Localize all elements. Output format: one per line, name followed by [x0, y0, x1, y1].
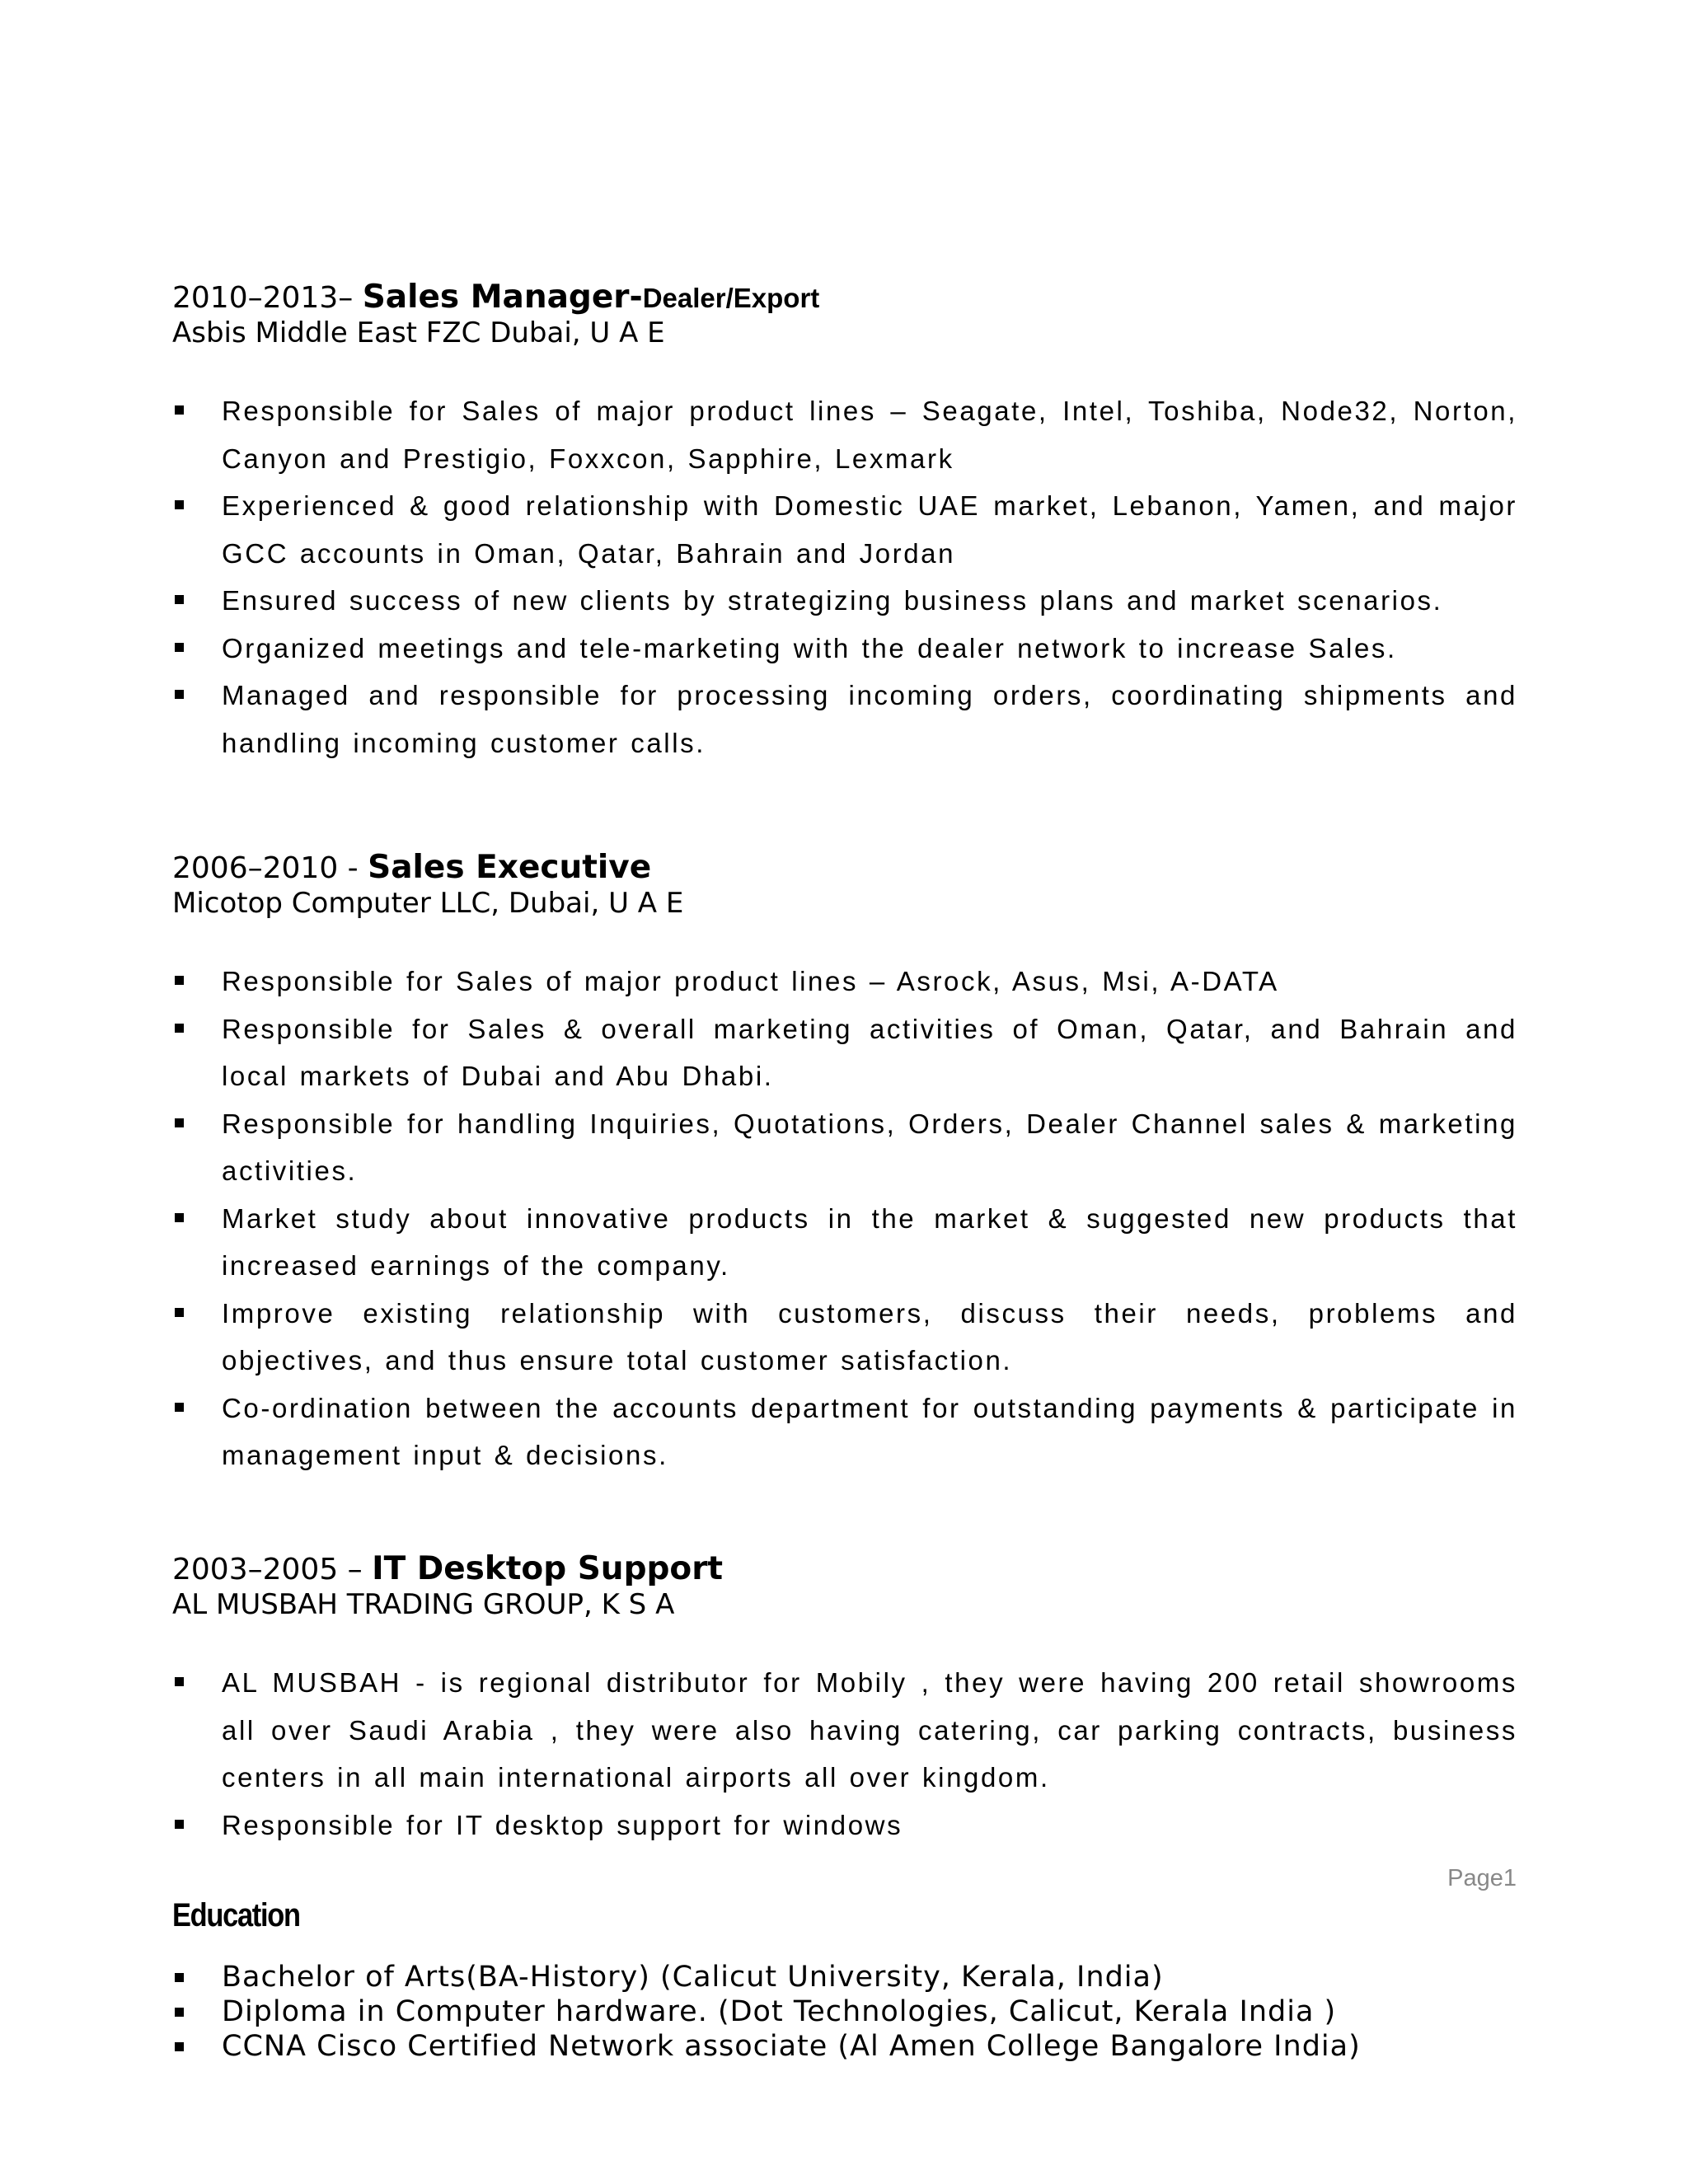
square-bullet-icon — [175, 1820, 184, 1829]
list-item: Responsible for Sales & overall marketing activities of Oman, Qatar, and Bahrain and local markets of Dubai and Abu Dhabi. — [172, 1005, 1517, 1100]
list-item: Responsible for Sales of major product lines – Seagate, Intel, Toshiba, Node32, Norton, Canyon and Prestigio, Foxxcon, Sapphire, Lexmark — [172, 387, 1517, 482]
list-item: Managed and responsible for processing incoming orders, coordinating shipments and handling incoming customer calls. — [172, 672, 1517, 766]
job-responsibilities — [172, 387, 1517, 766]
square-bullet-icon — [175, 1118, 184, 1127]
job-entry-sales-executive — [172, 850, 1517, 1479]
list-item: Co-ordination between the accounts department for outstanding payments & participate in management input & decisions. — [172, 1385, 1517, 1479]
job-title: Sales Executive — [368, 849, 652, 886]
square-bullet-icon — [175, 405, 184, 415]
list-item: Diploma in Computer hardware. (Dot Technologies, Calicut, Kerala India ) — [172, 1994, 1361, 2029]
job-responsibilities — [172, 1659, 1517, 1849]
education-heading: Education — [172, 1897, 300, 1933]
list-item: Bachelor of Arts(BA-History) (Calicut University, Kerala, India) — [172, 1960, 1361, 1994]
square-bullet-icon — [175, 976, 184, 985]
square-bullet-icon — [175, 595, 184, 604]
square-bullet-icon — [175, 643, 184, 652]
square-bullet-icon — [175, 1403, 184, 1412]
education-list — [172, 1960, 1361, 2064]
list-item: Market study about innovative products in the market & suggested new products that increased earnings of the company. — [172, 1195, 1517, 1290]
page-number: Page1 — [1447, 1865, 1517, 1891]
job-years: 2003–2005 – — [172, 1553, 373, 1586]
job-years: 2006–2010 - — [172, 851, 368, 885]
job-years: 2010–2013– — [172, 281, 354, 315]
list-item: Responsible for IT desktop support for windows — [172, 1802, 1517, 1849]
square-bullet-icon — [175, 690, 184, 699]
job-entry-it-desktop-support — [172, 1551, 1517, 1849]
job-heading — [172, 1551, 1517, 1587]
list-item: CCNA Cisco Certified Network associate (Al Amen College Bangalore India) — [172, 2029, 1361, 2064]
job-entry-sales-manager — [172, 279, 1517, 766]
square-bullet-icon — [175, 1677, 184, 1686]
job-heading — [172, 850, 1517, 886]
square-bullet-icon — [175, 1024, 184, 1033]
job-heading — [172, 279, 1517, 316]
list-item: Ensured success of new clients by strategizing business plans and market scenarios. — [172, 577, 1517, 625]
list-item: Responsible for handling Inquiries, Quotations, Orders, Dealer Channel sales & marketing activities. — [172, 1100, 1517, 1195]
square-bullet-icon — [175, 2008, 184, 2017]
square-bullet-icon — [175, 2042, 184, 2051]
list-item: AL MUSBAH - is regional distributor for Mobily , they were having 200 retail showrooms all over Saudi Arabia , they were also having catering, car parking contracts, business centers in all main international airports all over kingdom. — [172, 1659, 1517, 1802]
square-bullet-icon — [175, 1973, 184, 1982]
job-title: IT Desktop Support — [372, 1550, 724, 1587]
square-bullet-icon — [175, 500, 184, 509]
list-item: Organized meetings and tele-marketing with the dealer network to increase Sales. — [172, 625, 1517, 673]
job-title: Sales Manager- — [362, 279, 643, 316]
job-title-suffix: Dealer/Export — [642, 283, 820, 313]
job-company: Asbis Middle East FZC Dubai, U A E — [172, 316, 665, 349]
square-bullet-icon — [175, 1213, 184, 1222]
list-item: Responsible for Sales of major product lines – Asrock, Asus, Msi, A-DATA — [172, 958, 1517, 1005]
list-item: Improve existing relationship with customers, discuss their needs, problems and objectives, and thus ensure total customer satisfaction. — [172, 1290, 1517, 1385]
job-responsibilities — [172, 958, 1517, 1479]
square-bullet-icon — [175, 1308, 184, 1317]
list-item: Experienced & good relationship with Domestic UAE market, Lebanon, Yamen, and major GCC accounts in Oman, Qatar, Bahrain and Jordan — [172, 482, 1517, 577]
job-company: Micotop Computer LLC, Dubai, U A E — [172, 887, 684, 920]
job-company: AL MUSBAH TRADING GROUP, K S A — [172, 1588, 675, 1621]
